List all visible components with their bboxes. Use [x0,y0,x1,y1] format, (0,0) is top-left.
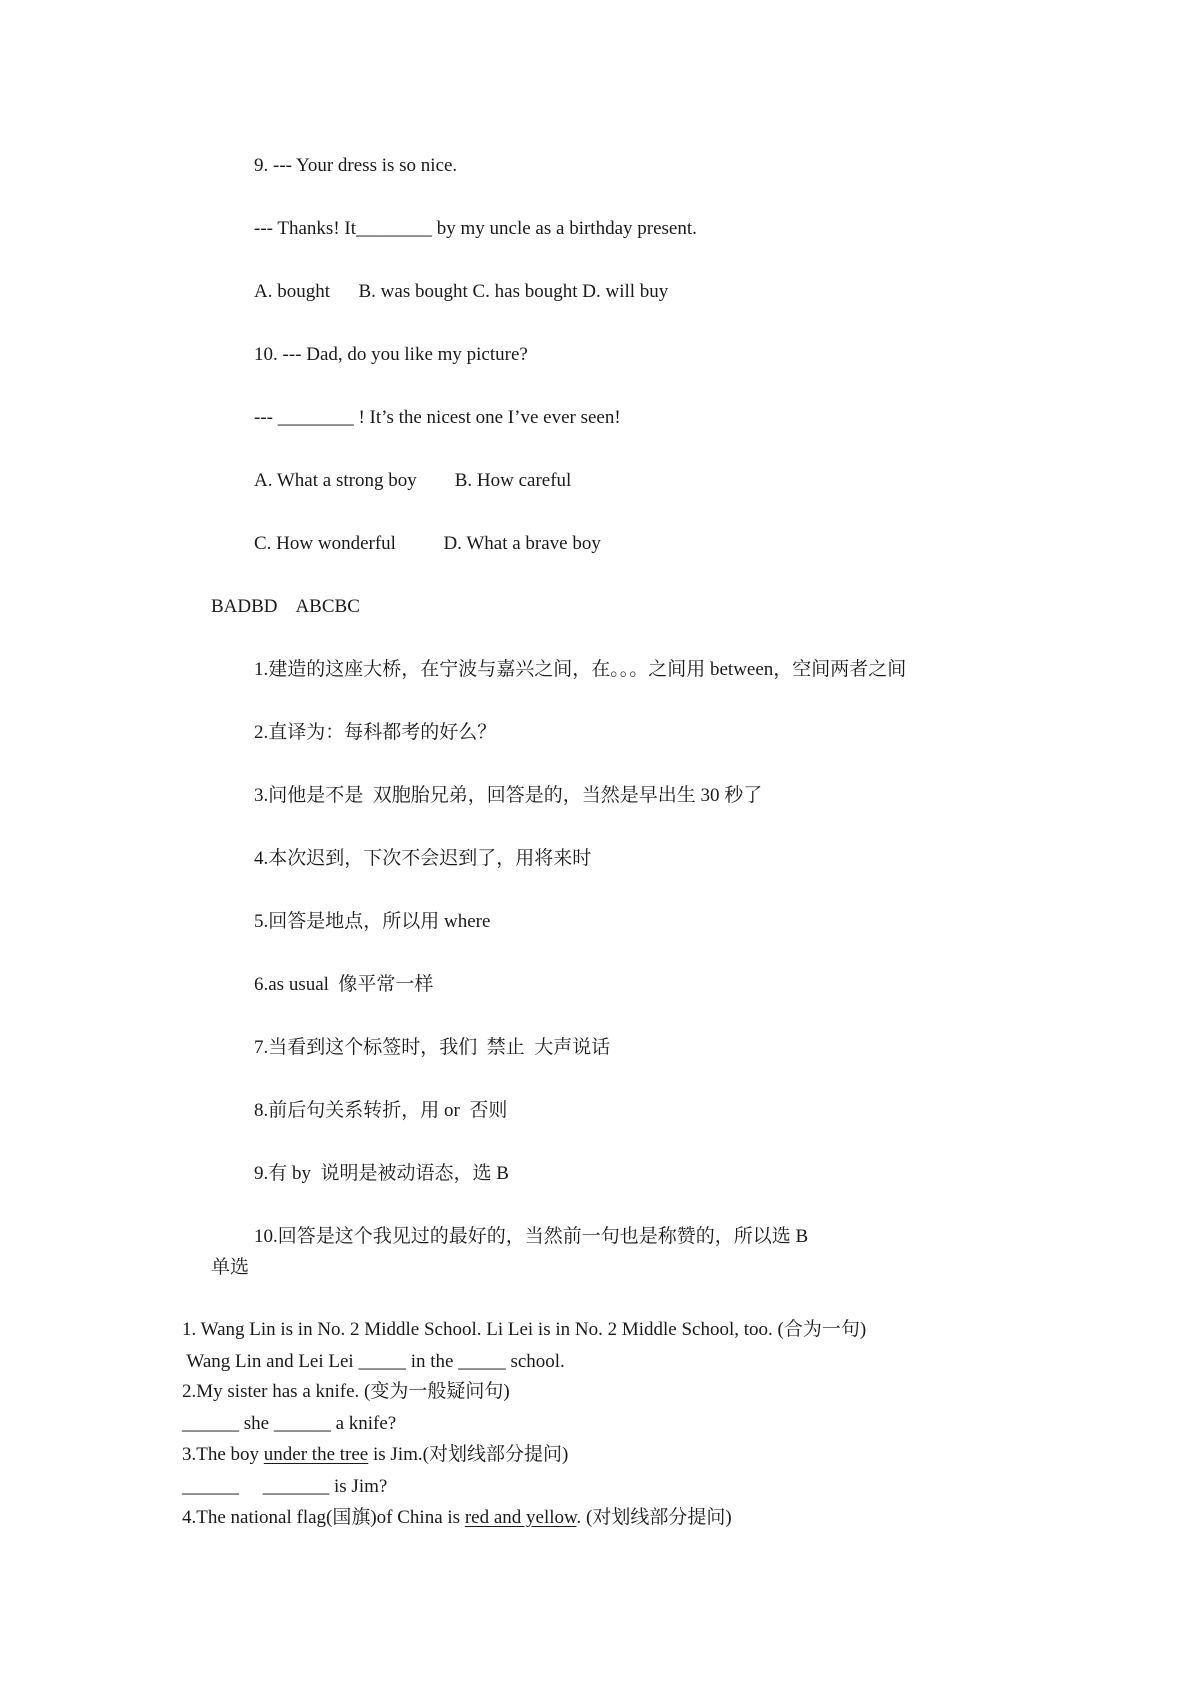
explanation-9: 9.有 by 说明是被动语态，选 B [254,1163,509,1184]
exercise-3-prompt [182,1443,568,1467]
q10-options-ab: A. What a strong boy B. How careful [254,470,572,491]
explanation-3: 3.问他是不是 双胞胎兄弟，回答是的，当然是早出生 30 秒了 [254,785,763,806]
exercise-1-prompt: 1. Wang Lin is in No. 2 Middle School. Li Lei is in No. 2 Middle School, too. (合为一句) [182,1319,867,1340]
exercise-3-prompt-end: is Jim.(对划线部分提问) [368,1444,569,1465]
explanation-6: 6.as usual 像平常一样 [254,974,434,995]
exercise-4-prompt [182,1506,732,1530]
explanation-10: 10.回答是这个我见过的最好的，当然前一句也是称赞的，所以选 B [254,1226,809,1247]
exercise-3-underlined-phrase: under the tree [263,1444,369,1465]
q10-options-cd: C. How wonderful D. What a brave boy [254,533,601,554]
explanation-7: 7.当看到这个标签时，我们 禁止 大声说话 [254,1037,611,1058]
exercise-2-answer: ______ she ______ a knife? [182,1413,397,1434]
q10-prompt: 10. --- Dad, do you like my picture? [254,344,528,365]
q10-reply: --- ________ ! It’s the nicest one I’ve ever seen! [254,407,621,428]
exercise-3-answer: ______ _______ is Jim? [182,1476,388,1497]
answer-key: BADBD ABCBC [211,596,360,617]
explanation-4: 4.本次迟到，下次不会迟到了，用将来时 [254,848,592,869]
exercise-1-answer: Wang Lin and Lei Lei _____ in the _____ school. [182,1351,565,1372]
exercise-3-prompt-start: 3.The boy [182,1444,264,1465]
exercise-4-prompt-end: . (对划线部分提问) [576,1507,732,1528]
section-title: 单选 [211,1257,250,1278]
explanation-8: 8.前后句关系转折，用 or 否则 [254,1100,508,1121]
explanation-2: 2.直译为：每科都考的好么？ [254,722,497,743]
explanation-1: 1.建造的这座大桥，在宁波与嘉兴之间，在。。。之间用 between，空间两者之间 [254,659,907,680]
exercise-2-prompt: 2.My sister has a knife. (变为一般疑问句) [182,1381,510,1402]
q9-reply: --- Thanks! It________ by my uncle as a birthday present. [254,218,697,239]
q9-prompt: 9. --- Your dress is so nice. [254,155,458,176]
exercise-4-prompt-start: 4.The national flag(国旗)of China is [182,1507,465,1528]
exercise-4-underlined-phrase: red and yellow [464,1507,577,1528]
q9-options: A. bought B. was bought C. has bought D. will buy [254,281,669,302]
explanation-5: 5.回答是地点，所以用 where [254,911,491,932]
